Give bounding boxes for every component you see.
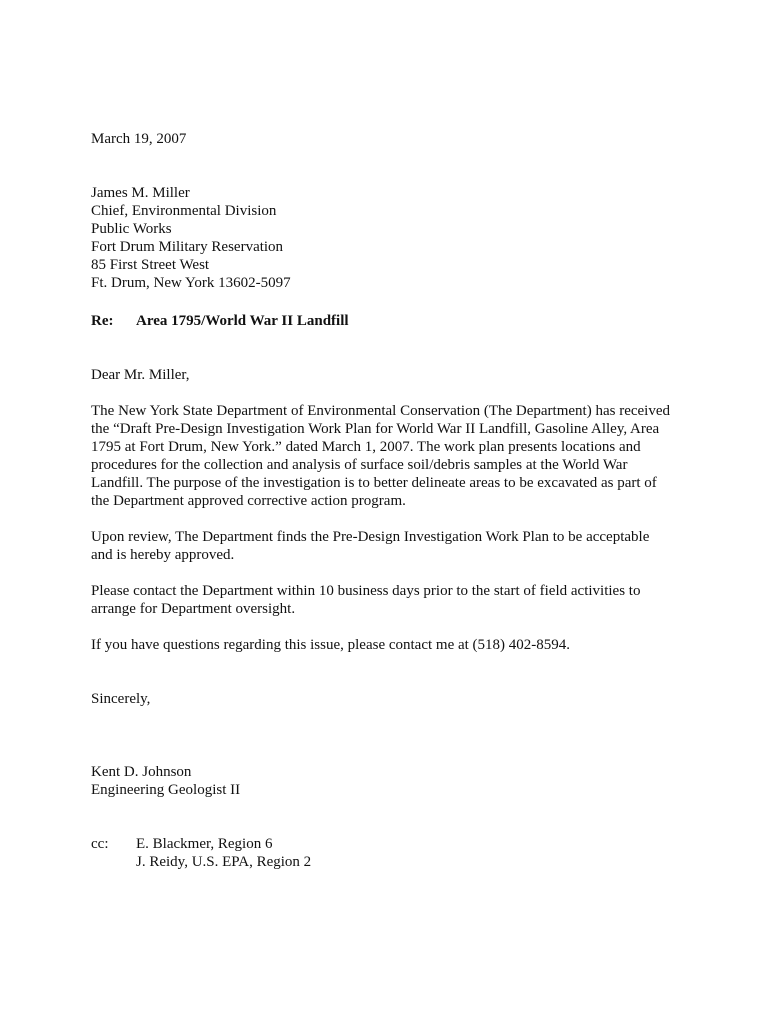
recipient-city-line: Ft. Drum, New York 13602-5097 [91, 275, 291, 291]
recipient-organization: Fort Drum Military Reservation [91, 239, 284, 255]
letter-date: March 19, 2007 [91, 131, 187, 147]
signature-block [91, 763, 240, 799]
recipient-address-block [91, 184, 291, 292]
body-line: and is hereby approved. [91, 547, 235, 563]
body-paragraph-1 [91, 402, 691, 510]
recipient-name: James M. Miller [91, 185, 190, 201]
subject-line [91, 312, 349, 330]
body-paragraph-3 [91, 582, 691, 618]
salutation: Dear Mr. Miller, [91, 367, 190, 383]
cc-recipients [136, 835, 311, 871]
body-line: procedures for the collection and analysis of surface soil/debris samples at the World War [91, 457, 628, 473]
body-line: arrange for Department oversight. [91, 601, 296, 617]
closing: Sincerely, [91, 691, 151, 707]
recipient-department: Public Works [91, 221, 172, 237]
body-line: the Department approved corrective action program. [91, 493, 406, 509]
body-line: 1795 at Fort Drum, New York.” dated March 1, 2007. The work plan presents locations and [91, 439, 641, 455]
body-line: the “Draft Pre-Design Investigation Work Plan for World War II Landfill, Gasoline Alley, Area [91, 421, 660, 437]
body-line: Landfill. The purpose of the investigation is to better delineate areas to be excavated as part of [91, 475, 657, 491]
body-line: Please contact the Department within 10 business days prior to the start of field activities to [91, 583, 641, 599]
subject-text: Area 1795/World War II Landfill [136, 313, 349, 329]
recipient-title: Chief, Environmental Division [91, 203, 277, 219]
cc-recipient: E. Blackmer, Region 6 [136, 836, 273, 852]
body-line: Upon review, The Department finds the Pre-Design Investigation Work Plan to be acceptable [91, 529, 650, 545]
body-line: The New York State Department of Environmental Conservation (The Department) has received [91, 403, 670, 419]
recipient-street: 85 First Street West [91, 257, 210, 273]
cc-recipient: J. Reidy, U.S. EPA, Region 2 [136, 854, 312, 870]
body-paragraph-2 [91, 528, 691, 564]
signer-name: Kent D. Johnson [91, 764, 192, 780]
body-line: If you have questions regarding this issue, please contact me at (518) 402-8594. [91, 637, 571, 653]
subject-label: Re: [91, 313, 114, 329]
body-paragraph-4 [91, 636, 691, 654]
cc-label: cc: [91, 836, 109, 852]
signer-title: Engineering Geologist II [91, 782, 241, 798]
